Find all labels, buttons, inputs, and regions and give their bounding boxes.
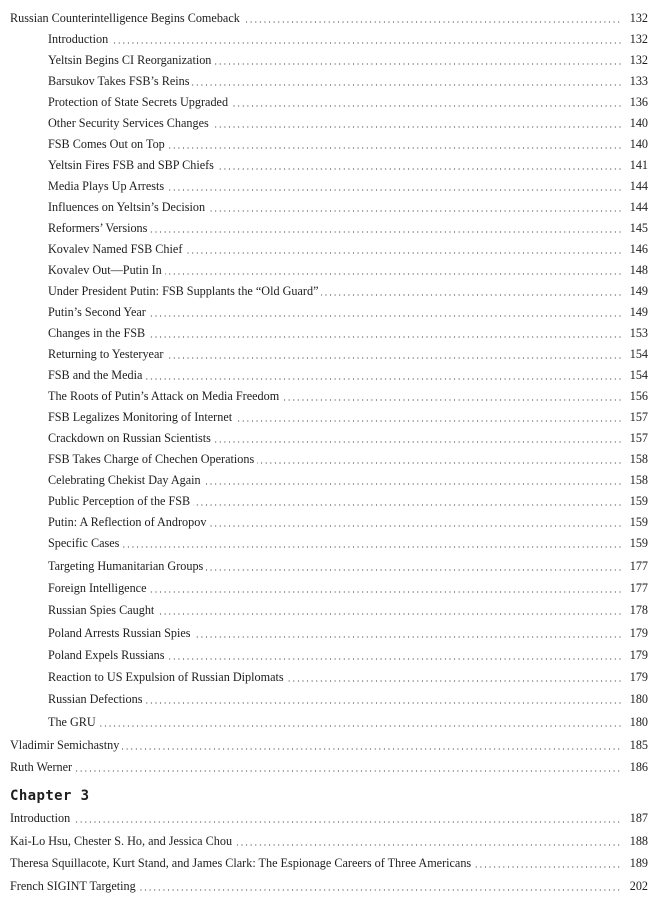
toc-entry[interactable] xyxy=(0,71,660,91)
toc-entry-page: 178 xyxy=(629,603,648,617)
toc-entry-title: Specific Cases xyxy=(48,533,622,553)
toc-entry-title: Media Plays Up Arrests xyxy=(48,176,622,196)
toc-entry-title: FSB Legalizes Monitoring of Internet xyxy=(48,407,622,427)
toc-entry-page: 188 xyxy=(629,834,648,848)
toc-entry[interactable] xyxy=(0,386,660,406)
toc-entry-page: 158 xyxy=(629,473,648,487)
toc-entry-page: 202 xyxy=(629,879,648,893)
toc-entry-title: Crackdown on Russian Scientists xyxy=(48,428,622,448)
toc-entry-title: Reformers’ Versions xyxy=(48,218,622,238)
toc-entry-title: Kai-Lo Hsu, Chester S. Ho, and Jessica Chou xyxy=(10,831,622,851)
toc-entry-title: Kovalev Out—Putin In xyxy=(48,260,622,280)
toc-entry-page: 179 xyxy=(629,670,648,684)
toc-entry-page: 157 xyxy=(629,431,648,445)
toc-entry-title: Kovalev Named FSB Chief xyxy=(48,239,622,259)
toc-entry-page: 189 xyxy=(629,856,648,870)
toc-entry-page: 185 xyxy=(629,738,648,752)
toc-entry-title: Under President Putin: FSB Supplants the “Old Guard” xyxy=(48,281,622,301)
toc-entry-page: 159 xyxy=(629,536,648,550)
toc-entry-page: 132 xyxy=(629,53,648,67)
toc-entry-page: 186 xyxy=(629,760,648,774)
toc-entry-page: 153 xyxy=(629,326,648,340)
toc-entry-title: Russian Counterintelligence Begins Comeback xyxy=(10,8,622,28)
toc-entry-page: 159 xyxy=(629,494,648,508)
toc-entry[interactable] xyxy=(0,344,660,364)
toc-entry[interactable] xyxy=(0,8,660,28)
toc-entry[interactable] xyxy=(0,712,660,732)
toc-entry-page: 145 xyxy=(629,221,648,235)
toc-entry-page: 136 xyxy=(629,95,648,109)
toc-entry[interactable] xyxy=(0,113,660,133)
toc-entry[interactable] xyxy=(0,239,660,259)
toc-entry[interactable] xyxy=(0,556,660,576)
toc-entry[interactable] xyxy=(0,533,660,553)
toc-entry-page: 146 xyxy=(629,242,648,256)
toc-entry-title: Other Security Services Changes xyxy=(48,113,622,133)
toc-entry-page: 132 xyxy=(629,11,648,25)
toc-entry-page: 180 xyxy=(629,692,648,706)
toc-entry[interactable] xyxy=(0,667,660,687)
toc-entry-page: 157 xyxy=(629,410,648,424)
toc-entry-title: Russian Spies Caught xyxy=(48,600,622,620)
toc-entry[interactable] xyxy=(0,735,660,755)
toc-entry-title: Poland Arrests Russian Spies xyxy=(48,623,622,643)
toc-entry-page: 149 xyxy=(629,284,648,298)
toc-entry-title: Influences on Yeltsin’s Decision xyxy=(48,197,622,217)
chapter-heading: Chapter 3 xyxy=(10,788,90,804)
toc-entry-title: Ruth Werner xyxy=(10,757,622,777)
toc-entry-title: French SIGINT Targeting xyxy=(10,876,622,896)
toc-entry-page: 148 xyxy=(629,263,648,277)
toc-entry[interactable] xyxy=(0,365,660,385)
toc-entry-title: FSB Takes Charge of Chechen Operations xyxy=(48,449,622,469)
toc-entry[interactable] xyxy=(0,155,660,175)
toc-entry[interactable] xyxy=(0,831,660,851)
toc-entry[interactable] xyxy=(0,491,660,511)
toc-entry-page: 177 xyxy=(629,581,648,595)
toc-entry[interactable] xyxy=(0,197,660,217)
toc-entry-title: Vladimir Semichastny xyxy=(10,735,622,755)
toc-entry[interactable] xyxy=(0,449,660,469)
toc-entry-page: 177 xyxy=(629,559,648,573)
toc-entry-page: 159 xyxy=(629,515,648,529)
toc-entry[interactable] xyxy=(0,218,660,238)
toc-entry-page: 140 xyxy=(629,116,648,130)
toc-entry[interactable] xyxy=(0,407,660,427)
toc-entry[interactable] xyxy=(0,260,660,280)
toc-entry[interactable] xyxy=(0,645,660,665)
toc-entry[interactable] xyxy=(0,176,660,196)
toc-entry[interactable] xyxy=(0,689,660,709)
toc-entry-page: 149 xyxy=(629,305,648,319)
toc-entry[interactable] xyxy=(0,578,660,598)
toc-entry-page: 132 xyxy=(629,32,648,46)
toc-entry[interactable] xyxy=(0,281,660,301)
toc-entry-title: Public Perception of the FSB xyxy=(48,491,622,511)
toc-entry[interactable] xyxy=(0,512,660,532)
toc-entry-title: Introduction xyxy=(10,808,622,828)
toc-entry-title: Putin’s Second Year xyxy=(48,302,622,322)
toc-entry[interactable] xyxy=(0,757,660,777)
toc-entry[interactable] xyxy=(0,302,660,322)
toc-entry-page: 140 xyxy=(629,137,648,151)
toc-entry-title: FSB Comes Out on Top xyxy=(48,134,622,154)
toc-entry[interactable] xyxy=(0,323,660,343)
toc-entry-title: The Roots of Putin’s Attack on Media Freedom xyxy=(48,386,622,406)
toc-entry-page: 156 xyxy=(629,389,648,403)
toc-entry-page: 179 xyxy=(629,648,648,662)
toc-entry-page: 187 xyxy=(629,811,648,825)
toc-entry-title: Reaction to US Expulsion of Russian Diplomats xyxy=(48,667,622,687)
toc-entry-title: Introduction xyxy=(48,29,622,49)
toc-entry-title: Yeltsin Begins CI Reorganization xyxy=(48,50,622,70)
toc-entry-title: Poland Expels Russians xyxy=(48,645,622,665)
toc-entry[interactable] xyxy=(0,92,660,112)
toc-entry[interactable] xyxy=(0,470,660,490)
toc-entry-title: Putin: A Reflection of Andropov xyxy=(48,512,622,532)
toc-entry[interactable] xyxy=(0,623,660,643)
toc-entry-title: Celebrating Chekist Day Again xyxy=(48,470,622,490)
toc-entry-title: Returning to Yesteryear xyxy=(48,344,622,364)
toc-entry[interactable] xyxy=(0,50,660,70)
toc-entry-title: Protection of State Secrets Upgraded xyxy=(48,92,622,112)
toc-entry-title: Targeting Humanitarian Groups xyxy=(48,556,622,576)
toc-entry[interactable] xyxy=(0,428,660,448)
toc-entry[interactable] xyxy=(0,600,660,620)
toc-entry-page: 144 xyxy=(629,179,648,193)
toc-entry-page: 180 xyxy=(629,715,648,729)
toc-entry-page: 144 xyxy=(629,200,648,214)
toc-entry-page: 158 xyxy=(629,452,648,466)
toc-entry-title: Barsukov Takes FSB’s Reins xyxy=(48,71,622,91)
toc-entry-title: Russian Defections xyxy=(48,689,622,709)
toc-entry-page: 133 xyxy=(629,74,648,88)
toc-entry-title: FSB and the Media xyxy=(48,365,622,385)
toc-entry[interactable] xyxy=(0,853,660,873)
toc-entry-title: Yeltsin Fires FSB and SBP Chiefs xyxy=(48,155,622,175)
toc-entry-title: The GRU xyxy=(48,712,622,732)
toc-entry-title: Foreign Intelligence xyxy=(48,578,622,598)
toc-entry-title: Theresa Squillacote, Kurt Stand, and James Clark: The Espionage Careers of Three Americans xyxy=(10,853,622,873)
toc-entry[interactable] xyxy=(0,29,660,49)
toc-entry[interactable] xyxy=(0,134,660,154)
toc-entry-page: 179 xyxy=(629,626,648,640)
toc-entry-page: 154 xyxy=(629,347,648,361)
toc-entry-page: 154 xyxy=(629,368,648,382)
toc-entry-title: Changes in the FSB xyxy=(48,323,622,343)
toc-entry[interactable] xyxy=(0,808,660,828)
toc-entry[interactable] xyxy=(0,876,660,896)
toc-entry-page: 141 xyxy=(629,158,648,172)
